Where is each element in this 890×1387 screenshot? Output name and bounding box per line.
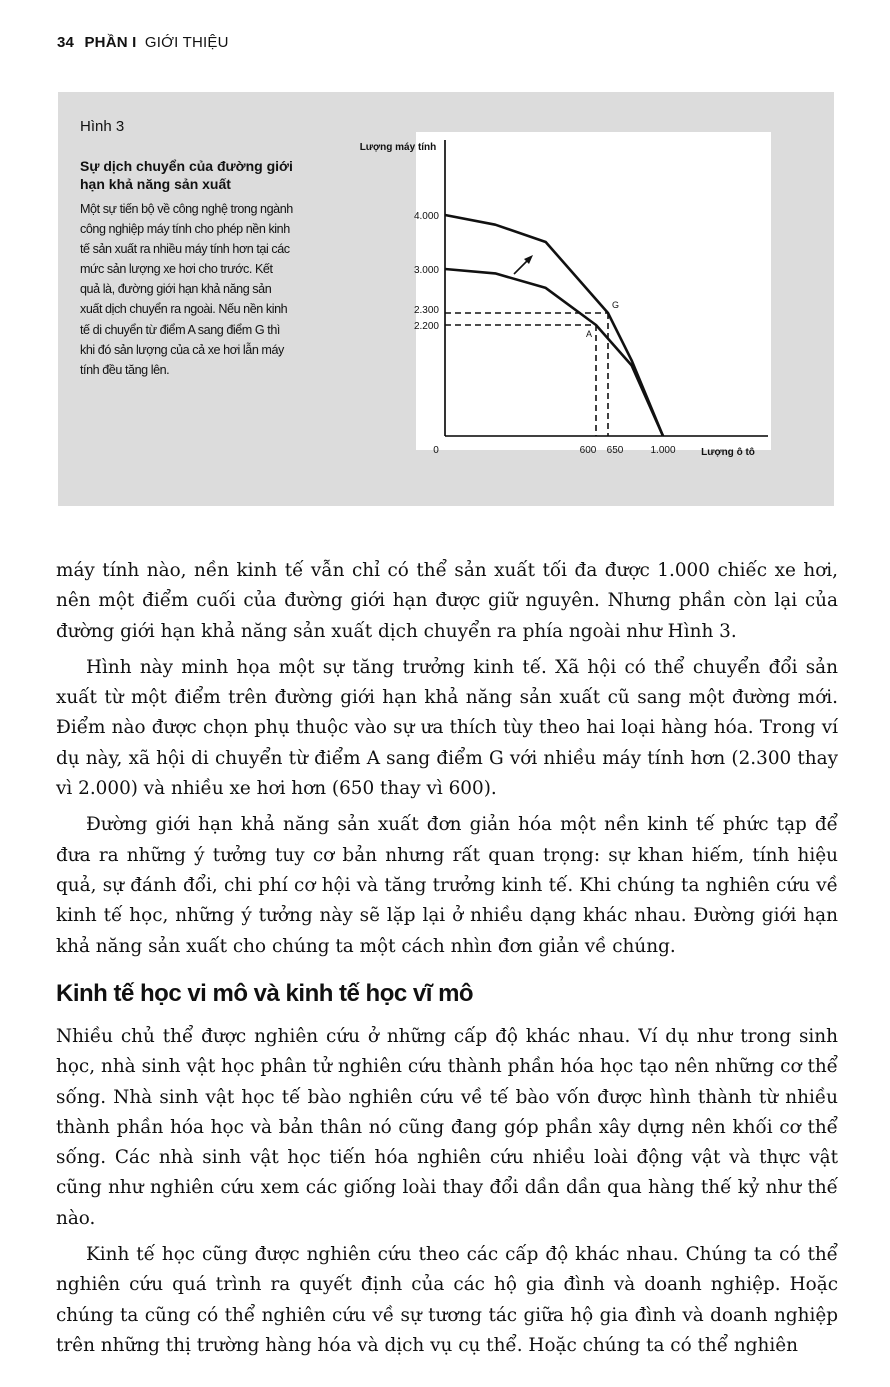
point-label: A xyxy=(586,329,593,339)
y-tick-label: 2.300 xyxy=(413,305,439,316)
body-block-2 xyxy=(56,1022,838,1367)
x-tick-label: 1.000 xyxy=(650,445,676,456)
figure-title: Sự dịch chuyển của đường giới hạn khả năng sản xuất xyxy=(80,158,293,192)
ppf-chart xyxy=(0,0,890,520)
frontier-inner xyxy=(445,269,663,436)
paragraph-2: Hình này minh họa một sự tăng trưởng kinh tế. Xã hội có thể chuyển đổi sản xuất từ một điểm trên đường giới hạn khả năng sản xuất cũ sang một đường mới. Điểm nào được chọn phụ thuộc vào sự ưa thích tùy theo hai loại hàng hóa. Trong ví dụ này, xã hội di chuyển từ điểm A sang điểm G với nhiều máy tính hơn (2.300 thay vì 2.000) và nhiều xe hơi hơn (650 thay vì 600). xyxy=(56,656,838,800)
body-block-1 xyxy=(56,556,838,968)
x-tick-label: 650 xyxy=(606,445,624,456)
x-axis-label: Lượng ô tô xyxy=(701,447,755,458)
part-label: PHẦN I xyxy=(84,34,137,51)
paragraph-1: máy tính nào, nền kinh tế vẫn chỉ có thể sản xuất tối đa được 1.000 chiếc xe hơi, nên một điểm cuối của đường giới hạn được giữ nguyên. Nhưng phần còn lại của đường giới hạn khả năng sản xuất dịch chuyển ra phía ngoài như Hình 3. xyxy=(56,560,838,642)
section-heading: Kinh tế học vi mô và kinh tế học vĩ mô xyxy=(56,980,474,1007)
point-label: G xyxy=(612,300,620,310)
paragraph-5: Kinh tế học cũng được nghiên cứu theo các cấp độ khác nhau. Chúng ta có thể nghiên cứu quá trình ra quyết định của các hộ gia đình và doanh nghiệp. Hoặc chúng ta cũng có thể nghiên cứu về sự tương tác giữa hộ gia đình và doanh nghiệp trên những thị trường hàng hóa và dịch vụ cụ thể. Hoặc chúng ta có thể nghiên xyxy=(56,1244,838,1356)
x-tick-label: 600 xyxy=(579,445,597,456)
paragraph-4: Nhiều chủ thể được nghiên cứu ở những cấp độ khác nhau. Ví dụ như trong sinh học, nhà sinh vật học phân tử nghiên cứu thành phần hóa học tạo nên những cơ thể sống. Nhà sinh vật học tế bào nghiên cứu về tế bào vốn được hình thành từ nhiều thành phần hóa học và bản thân nó cũng đang góp phần xây dựng nên khối cơ thể sống. Các nhà sinh vật học tiến hóa nghiên cứu nhiều loài động vật và thực vật cũng như nghiên cứu xem các giống loài thay đổi dần dần qua hàng thế kỷ như thế nào. xyxy=(56,1026,838,1229)
figure-caption: Một sự tiến bộ về công nghệ trong ngành công nghiệp máy tính cho phép nền kinh tế sản xuất ra nhiều máy tính hơn tại các mức sản lượng xe hơi cho trước. Kết quả là, đường giới hạn khả năng sản xuất dịch chuyển ra ngoài. Nếu nền kinh tế di chuyển từ điểm A sang điểm G thì khi đó sản lượng của cả xe hơi lẫn máy tính đều tăng lên. xyxy=(80,202,293,377)
y-tick-label: 2.200 xyxy=(413,321,439,332)
y-axis-label: Lượng máy tính xyxy=(359,142,437,153)
x-tick-label: 0 xyxy=(433,445,439,456)
figure-label: Hình 3 xyxy=(80,118,125,135)
paragraph-3: Đường giới hạn khả năng sản xuất đơn giản hóa một nền kinh tế phức tạp để đưa ra những ý tưởng tuy cơ bản nhưng rất quan trọng: sự khan hiếm, tính hiệu quả, sự đánh đổi, chi phí cơ hội và tăng trưởng kinh tế. Khi chúng ta nghiên cứu về kinh tế học, những ý tưởng này sẽ lặp lại ở nhiều dạng khác nhau. Đường giới hạn khả năng sản xuất cho chúng ta một cách nhìn đơn giản về chúng. xyxy=(56,814,838,957)
y-tick-label: 4.000 xyxy=(413,211,439,222)
y-tick-label: 3.000 xyxy=(413,265,439,276)
section-label: GIỚI THIỆU xyxy=(144,34,229,51)
page-number: 34 xyxy=(57,34,75,51)
